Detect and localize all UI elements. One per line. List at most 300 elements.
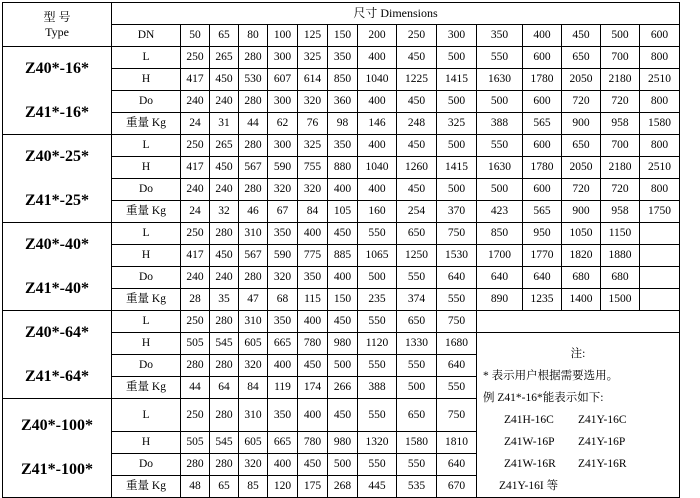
empty-cell <box>477 311 680 333</box>
value-cell: 565 <box>523 113 562 135</box>
value-cell: 800 <box>640 47 680 69</box>
dn-value: 50 <box>181 25 210 47</box>
note-example: Z41W-16P <box>504 436 555 448</box>
value-cell: 450 <box>328 223 358 245</box>
value-cell: 445 <box>358 476 397 498</box>
value-cell: 2180 <box>601 69 640 91</box>
value-cell: 550 <box>358 311 397 333</box>
value-cell: 1150 <box>601 223 640 245</box>
value-cell: 400 <box>298 399 328 432</box>
model-name: Z41*-64* <box>25 367 89 385</box>
value-cell: 550 <box>397 454 437 476</box>
value-cell: 64 <box>210 377 239 399</box>
table-row <box>3 223 680 245</box>
value-cell <box>640 245 680 267</box>
value-cell: 84 <box>298 201 328 223</box>
value-cell: 67 <box>268 201 298 223</box>
value-cell: 174 <box>298 377 328 399</box>
note-example: Z41Y-16P <box>578 436 626 448</box>
type-header <box>3 3 112 47</box>
value-cell: 680 <box>601 267 640 289</box>
value-cell: 320 <box>298 179 328 201</box>
note-line: Z41Y-16I 等 <box>499 480 559 492</box>
value-cell: 1320 <box>358 432 397 454</box>
value-cell: 590 <box>268 157 298 179</box>
value-cell: 2050 <box>562 157 601 179</box>
value-cell: 2510 <box>640 157 680 179</box>
value-cell: 665 <box>268 432 298 454</box>
model-name: Z41*-100* <box>21 461 93 478</box>
value-cell: 120 <box>268 476 298 498</box>
value-cell: 325 <box>437 113 477 135</box>
value-cell: 650 <box>397 399 437 432</box>
model-cell <box>3 135 112 223</box>
value-cell: 300 <box>268 47 298 69</box>
param-label: L <box>112 223 181 245</box>
param-label: 重量 Kg <box>112 201 181 223</box>
value-cell: 400 <box>298 311 328 333</box>
value-cell: 1330 <box>397 333 437 355</box>
value-cell: 400 <box>298 223 328 245</box>
note-title: 注: <box>570 348 586 360</box>
value-cell: 850 <box>328 69 358 91</box>
value-cell: 388 <box>477 113 523 135</box>
value-cell: 1415 <box>437 157 477 179</box>
value-cell: 320 <box>239 454 268 476</box>
value-cell: 1810 <box>437 432 477 454</box>
value-cell: 250 <box>181 47 210 69</box>
value-cell: 800 <box>640 91 680 113</box>
value-cell: 310 <box>239 223 268 245</box>
value-cell: 1750 <box>640 201 680 223</box>
table-row <box>3 311 680 333</box>
value-cell: 240 <box>181 91 210 113</box>
param-label: L <box>112 47 181 69</box>
value-cell: 450 <box>210 245 239 267</box>
value-cell: 640 <box>437 267 477 289</box>
param-label: 重量 Kg <box>112 476 181 498</box>
value-cell: 500 <box>477 91 523 113</box>
model-name: Z40*-16* <box>25 59 89 77</box>
value-cell: 268 <box>328 476 358 498</box>
value-cell: 98 <box>328 113 358 135</box>
model-cell <box>3 311 112 399</box>
value-cell: 310 <box>239 399 268 432</box>
value-cell: 550 <box>397 355 437 377</box>
value-cell: 980 <box>328 333 358 355</box>
model-name: Z40*-40* <box>25 235 89 253</box>
value-cell: 1680 <box>437 333 477 355</box>
value-cell: 720 <box>562 179 601 201</box>
value-cell: 350 <box>268 223 298 245</box>
value-cell: 450 <box>328 399 358 432</box>
value-cell: 1630 <box>477 69 523 91</box>
value-cell: 320 <box>268 179 298 201</box>
value-cell: 32 <box>210 201 239 223</box>
value-cell: 450 <box>397 135 437 157</box>
value-cell: 900 <box>562 113 601 135</box>
dn-value: 80 <box>239 25 268 47</box>
value-cell: 250 <box>181 399 210 432</box>
value-cell: 1700 <box>477 245 523 267</box>
value-cell: 280 <box>210 454 239 476</box>
model-name: Z41*-16* <box>25 103 89 121</box>
value-cell: 1400 <box>562 289 601 311</box>
value-cell: 350 <box>268 311 298 333</box>
value-cell: 450 <box>397 47 437 69</box>
note-example: Z41Y-16C <box>578 414 627 426</box>
value-cell: 47 <box>239 289 268 311</box>
param-label: 重量 Kg <box>112 289 181 311</box>
value-cell: 300 <box>268 91 298 113</box>
dn-value: 300 <box>437 25 477 47</box>
value-cell: 600 <box>523 179 562 201</box>
value-cell: 280 <box>239 135 268 157</box>
value-cell: 600 <box>523 91 562 113</box>
note-example: Z41Y-16R <box>578 458 627 470</box>
value-cell: 550 <box>437 289 477 311</box>
type-header-cn: 型 号 <box>43 9 71 24</box>
value-cell: 280 <box>181 454 210 476</box>
value-cell: 545 <box>210 333 239 355</box>
value-cell: 500 <box>358 267 397 289</box>
value-cell: 280 <box>210 311 239 333</box>
value-cell: 1050 <box>562 223 601 245</box>
value-cell: 1530 <box>437 245 477 267</box>
value-cell: 607 <box>268 69 298 91</box>
value-cell: 280 <box>181 355 210 377</box>
value-cell: 505 <box>181 432 210 454</box>
value-cell: 360 <box>328 91 358 113</box>
param-label: H <box>112 69 181 91</box>
dn-value: 200 <box>358 25 397 47</box>
param-label: L <box>112 311 181 333</box>
value-cell: 280 <box>239 179 268 201</box>
param-label: L <box>112 399 181 432</box>
value-cell: 640 <box>477 267 523 289</box>
value-cell: 640 <box>437 454 477 476</box>
value-cell: 550 <box>358 399 397 432</box>
model-name: Z40*-64* <box>25 323 89 341</box>
value-cell: 240 <box>181 267 210 289</box>
dn-value: 350 <box>477 25 523 47</box>
value-cell: 388 <box>358 377 397 399</box>
value-cell: 640 <box>437 355 477 377</box>
model-cell <box>3 47 112 135</box>
value-cell: 720 <box>601 179 640 201</box>
value-cell: 550 <box>358 454 397 476</box>
value-cell: 85 <box>239 476 268 498</box>
value-cell: 614 <box>298 69 328 91</box>
value-cell: 280 <box>239 47 268 69</box>
value-cell: 500 <box>437 135 477 157</box>
value-cell: 500 <box>397 377 437 399</box>
value-cell: 650 <box>562 47 601 69</box>
note-block <box>477 333 680 498</box>
param-label: H <box>112 432 181 454</box>
value-cell: 24 <box>181 113 210 135</box>
value-cell: 450 <box>298 355 328 377</box>
value-cell: 958 <box>601 201 640 223</box>
value-cell: 885 <box>328 245 358 267</box>
value-cell: 567 <box>239 245 268 267</box>
value-cell: 325 <box>298 47 328 69</box>
value-cell: 1260 <box>397 157 437 179</box>
value-cell: 535 <box>397 476 437 498</box>
value-cell: 650 <box>562 135 601 157</box>
value-cell: 68 <box>268 289 298 311</box>
value-cell: 35 <box>210 289 239 311</box>
value-cell: 1235 <box>523 289 562 311</box>
value-cell: 1500 <box>601 289 640 311</box>
value-cell: 250 <box>181 311 210 333</box>
value-cell: 1040 <box>358 157 397 179</box>
value-cell: 28 <box>181 289 210 311</box>
value-cell: 280 <box>210 223 239 245</box>
value-cell: 400 <box>268 454 298 476</box>
value-cell: 1780 <box>523 157 562 179</box>
model-cell <box>3 223 112 311</box>
value-cell: 280 <box>210 399 239 432</box>
value-cell: 250 <box>181 223 210 245</box>
value-cell: 565 <box>523 201 562 223</box>
model-cell <box>3 399 112 498</box>
dn-value: 65 <box>210 25 239 47</box>
value-cell: 31 <box>210 113 239 135</box>
value-cell: 350 <box>328 47 358 69</box>
value-cell <box>640 289 680 311</box>
value-cell: 780 <box>298 432 328 454</box>
param-label: H <box>112 157 181 179</box>
value-cell: 1040 <box>358 69 397 91</box>
dn-value: 500 <box>601 25 640 47</box>
value-cell: 605 <box>239 432 268 454</box>
dn-value: 250 <box>397 25 437 47</box>
value-cell: 175 <box>298 476 328 498</box>
value-cell: 780 <box>298 333 328 355</box>
value-cell: 1065 <box>358 245 397 267</box>
value-cell: 1820 <box>562 245 601 267</box>
value-cell: 240 <box>210 267 239 289</box>
value-cell: 755 <box>298 157 328 179</box>
note-line: 例 Z41*-16*能表示如下: <box>483 392 604 404</box>
value-cell: 640 <box>523 267 562 289</box>
value-cell: 400 <box>358 135 397 157</box>
value-cell: 400 <box>358 47 397 69</box>
note-example: Z41W-16R <box>504 458 556 470</box>
value-cell: 650 <box>397 223 437 245</box>
type-header-en: Type <box>45 24 69 39</box>
value-cell: 62 <box>268 113 298 135</box>
dimensions-header: 尺寸 Dimensions <box>112 3 680 25</box>
value-cell: 500 <box>437 179 477 201</box>
value-cell: 450 <box>397 91 437 113</box>
value-cell: 800 <box>640 179 680 201</box>
value-cell: 500 <box>328 454 358 476</box>
table-row <box>3 135 680 157</box>
note-example: Z41H-16C <box>504 414 554 426</box>
param-label: Do <box>112 355 181 377</box>
value-cell: 2050 <box>562 69 601 91</box>
value-cell: 2510 <box>640 69 680 91</box>
note-line: * 表示用户根据需要选用。 <box>483 370 619 382</box>
value-cell: 248 <box>397 113 437 135</box>
value-cell: 900 <box>562 201 601 223</box>
value-cell: 350 <box>268 399 298 432</box>
value-cell: 44 <box>239 113 268 135</box>
value-cell: 1780 <box>523 69 562 91</box>
value-cell: 370 <box>437 201 477 223</box>
value-cell: 417 <box>181 157 210 179</box>
value-cell <box>640 223 680 245</box>
value-cell: 105 <box>328 201 358 223</box>
value-cell: 423 <box>477 201 523 223</box>
value-cell: 254 <box>397 201 437 223</box>
value-cell: 280 <box>239 267 268 289</box>
value-cell: 950 <box>523 223 562 245</box>
value-cell: 374 <box>397 289 437 311</box>
value-cell: 600 <box>523 47 562 69</box>
table-row <box>3 47 680 69</box>
value-cell: 48 <box>181 476 210 498</box>
param-label: Do <box>112 179 181 201</box>
value-cell: 65 <box>210 476 239 498</box>
value-cell: 400 <box>328 267 358 289</box>
value-cell: 505 <box>181 333 210 355</box>
value-cell: 400 <box>328 179 358 201</box>
dn-value: 150 <box>328 25 358 47</box>
value-cell: 1225 <box>397 69 437 91</box>
param-label: H <box>112 333 181 355</box>
model-name: Z41*-25* <box>25 191 89 209</box>
value-cell: 1880 <box>601 245 640 267</box>
dn-value: 100 <box>268 25 298 47</box>
value-cell: 300 <box>268 135 298 157</box>
value-cell: 450 <box>328 311 358 333</box>
param-label: Do <box>112 454 181 476</box>
value-cell: 958 <box>601 113 640 135</box>
value-cell: 76 <box>298 113 328 135</box>
value-cell: 146 <box>358 113 397 135</box>
value-cell: 46 <box>239 201 268 223</box>
value-cell: 320 <box>298 91 328 113</box>
value-cell: 240 <box>181 179 210 201</box>
value-cell: 280 <box>239 91 268 113</box>
value-cell: 720 <box>601 91 640 113</box>
value-cell: 320 <box>239 355 268 377</box>
value-cell: 670 <box>437 476 477 498</box>
value-cell: 500 <box>328 355 358 377</box>
value-cell: 2180 <box>601 157 640 179</box>
header-row-1 <box>3 3 680 25</box>
value-cell: 550 <box>358 355 397 377</box>
value-cell: 265 <box>210 135 239 157</box>
value-cell: 450 <box>298 454 328 476</box>
value-cell: 115 <box>298 289 328 311</box>
value-cell: 450 <box>210 69 239 91</box>
value-cell: 850 <box>477 223 523 245</box>
dn-label: DN <box>112 25 181 47</box>
dn-value: 400 <box>523 25 562 47</box>
value-cell: 400 <box>268 355 298 377</box>
value-cell: 150 <box>328 289 358 311</box>
value-cell: 665 <box>268 333 298 355</box>
value-cell: 240 <box>210 179 239 201</box>
value-cell: 890 <box>477 289 523 311</box>
note-examples <box>477 409 679 475</box>
value-cell: 280 <box>210 355 239 377</box>
value-cell: 500 <box>437 47 477 69</box>
param-label: H <box>112 245 181 267</box>
value-cell: 325 <box>298 135 328 157</box>
value-cell: 750 <box>437 311 477 333</box>
param-label: 重量 Kg <box>112 377 181 399</box>
value-cell: 750 <box>437 223 477 245</box>
param-label: L <box>112 135 181 157</box>
value-cell: 235 <box>358 289 397 311</box>
value-cell: 265 <box>210 47 239 69</box>
value-cell: 417 <box>181 245 210 267</box>
value-cell: 680 <box>562 267 601 289</box>
value-cell: 400 <box>358 91 397 113</box>
value-cell: 1770 <box>523 245 562 267</box>
value-cell: 590 <box>268 245 298 267</box>
model-name: Z40*-100* <box>21 417 93 434</box>
value-cell: 700 <box>601 47 640 69</box>
value-cell: 500 <box>437 91 477 113</box>
dn-value: 600 <box>640 25 680 47</box>
value-cell: 980 <box>328 432 358 454</box>
value-cell: 880 <box>328 157 358 179</box>
value-cell: 550 <box>437 377 477 399</box>
value-cell: 250 <box>181 135 210 157</box>
value-cell: 1630 <box>477 157 523 179</box>
value-cell: 266 <box>328 377 358 399</box>
value-cell: 417 <box>181 69 210 91</box>
param-label: Do <box>112 91 181 113</box>
value-cell: 400 <box>358 179 397 201</box>
value-cell <box>640 267 680 289</box>
value-cell: 545 <box>210 432 239 454</box>
value-cell: 320 <box>268 267 298 289</box>
value-cell: 550 <box>358 223 397 245</box>
dn-value: 125 <box>298 25 328 47</box>
value-cell: 605 <box>239 333 268 355</box>
value-cell: 1415 <box>437 69 477 91</box>
value-cell: 310 <box>239 311 268 333</box>
value-cell: 119 <box>268 377 298 399</box>
value-cell: 44 <box>181 377 210 399</box>
value-cell: 550 <box>477 135 523 157</box>
value-cell: 240 <box>210 91 239 113</box>
model-name: Z40*-25* <box>25 147 89 165</box>
value-cell: 1120 <box>358 333 397 355</box>
value-cell: 450 <box>210 157 239 179</box>
value-cell: 600 <box>523 135 562 157</box>
dn-value: 450 <box>562 25 601 47</box>
value-cell: 1580 <box>640 113 680 135</box>
value-cell: 550 <box>477 47 523 69</box>
value-cell: 650 <box>397 311 437 333</box>
value-cell: 84 <box>239 377 268 399</box>
model-name: Z41*-40* <box>25 279 89 297</box>
value-cell: 720 <box>562 91 601 113</box>
value-cell: 800 <box>640 135 680 157</box>
value-cell: 530 <box>239 69 268 91</box>
value-cell: 450 <box>397 179 437 201</box>
value-cell: 1580 <box>397 432 437 454</box>
value-cell: 350 <box>328 135 358 157</box>
